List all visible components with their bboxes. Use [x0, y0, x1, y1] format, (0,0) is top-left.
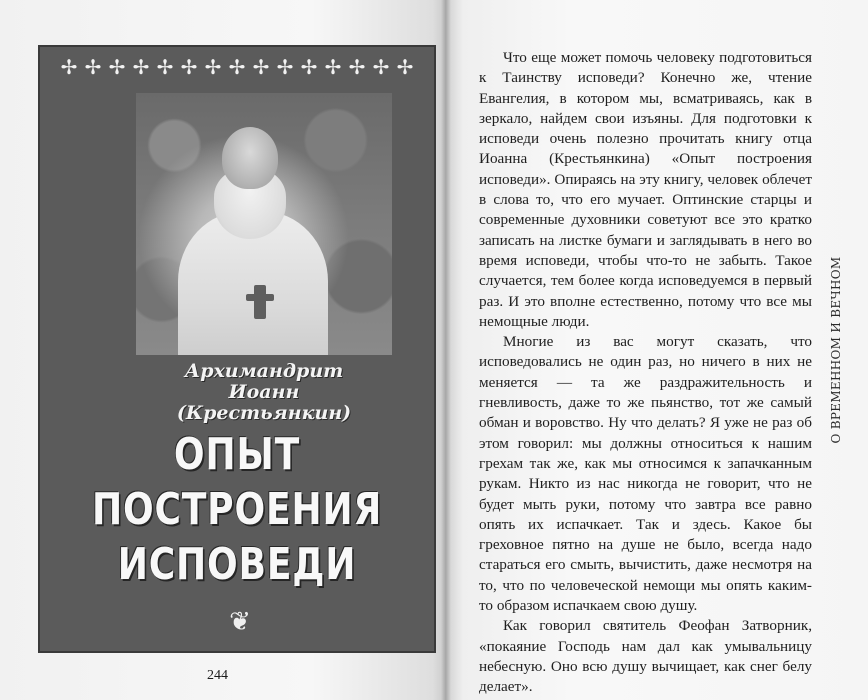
book-gutter: [441, 0, 451, 700]
paragraph: Как говорил святитель Феофан Затворник, «покаяние Господь нам дал как умывальницу небесную. Оно всю душу вычищает, как снег белу делает».: [479, 617, 812, 696]
cover-title-line: ПОСТРОЕНИЯ: [91, 484, 383, 535]
ornament-glyph: ✢: [204, 55, 222, 79]
ornament-glyph: ✢: [252, 55, 270, 79]
ornament-glyph: ✢: [324, 55, 342, 79]
book-cover-image: [38, 45, 436, 653]
page-number: 244: [207, 668, 228, 683]
cover-title-line: ИСПОВЕДИ: [117, 539, 357, 590]
ornament-glyph: ✢: [132, 55, 150, 79]
paragraph: Что еще может помочь человеку подготовиться к Таинству исповеди? Конечно же, чтение Евангелия, в котором мы, всматриваясь, как в зеркало, найдем свои изъяны. Для подготовки к исповеди очень полезно прочитать книгу отца Иоанна (Крестьянкина) «Опыт построения исповеди». Опираясь на эту книгу, человек облечет в слова то, что его мучает. Оптинские старцы и современные духовники советуют все это кратко записать на листке бумаги и заглядывать в него во время исповеди, чтобы что-то не забыть. Такое случается, тем более когда исповедуемся в первый раз. И это вполне естественно, потому что все мы немощные люди.: [479, 49, 812, 330]
elder-portrait-photo: [136, 93, 392, 355]
cover-author: [140, 361, 388, 424]
running-head: О ВРЕМЕННОМ И ВЕЧНОМ: [829, 256, 843, 444]
pectoral-cross-icon: [254, 285, 266, 319]
cover-title-line: ОПЫТ: [173, 429, 301, 480]
ornament-glyph: ✢: [228, 55, 246, 79]
floral-ornament-icon: ❦: [229, 607, 251, 637]
ornament-glyph: ✢: [84, 55, 102, 79]
author-name: Иоанн (Крестьянкин): [176, 381, 352, 424]
ornament-glyph: ✢: [396, 55, 414, 79]
ornament-glyph: ✢: [276, 55, 294, 79]
ornament-glyph: ✢: [60, 55, 78, 79]
paragraph: Многие из вас могут сказать, что исповедовались не один раз, но ничего в них не меняется — та же раздражительность и гневливость, даже то же пьянство, тот же самый обман и воровство. Ну что делать? Я уже не раз об этом говорил: мы должны относиться к нашим грехам так же, как мы относимся к запачканным рукам. Никто из нас никогда не говорит, что не будет мыть руки, потому что завтра все равно опять их испачкает. Так и здесь. Какое бы греховное пятно на душе не было, всегда надо стараться его смыть, вычистить, даже несмотря на то, что по человеческой немощи мы опять каким-то образом испачкаем свою душу.: [479, 333, 812, 615]
ornament-glyph: ✢: [108, 55, 126, 79]
body-text: [479, 48, 812, 698]
ornament-glyph: ✢: [156, 55, 174, 79]
author-title: Архимандрит: [184, 360, 344, 382]
portrait-head: [222, 127, 278, 189]
ornament-glyph: ✢: [348, 55, 366, 79]
ornament-glyph: ✢: [300, 55, 318, 79]
ornament-band: [58, 53, 416, 81]
ornament-glyph: ✢: [180, 55, 198, 79]
cover-title: [75, 427, 398, 592]
ornament-glyph: ✢: [372, 55, 390, 79]
